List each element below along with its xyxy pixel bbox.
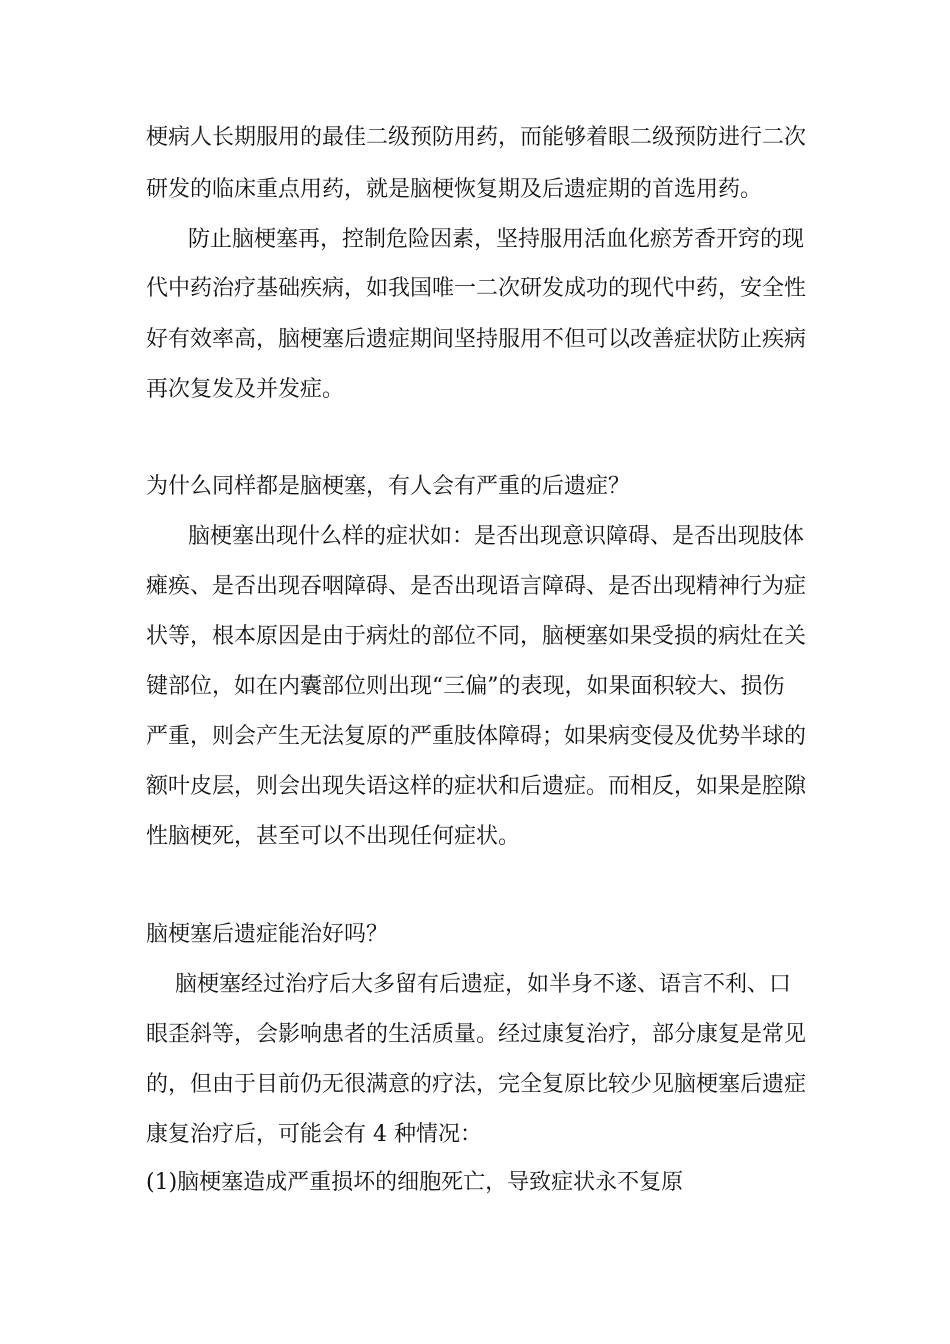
para4-line-2: 眼歪斜等，会影响患者的生活质量。经过康复治疗，部分康复是常见 — [146, 1022, 807, 1047]
para1-line-2: 研发的临床重点用药，就是脑梗恢复期及后遗症期的首选用药。 — [146, 177, 763, 202]
para2-line-2: 代中药治疗基础疾病，如我国唯一二次研发成功的现代中药，安全性 — [146, 276, 807, 301]
para4-line-1: 脑梗塞经过治疗后大多留有后遗症，如半身不遂、语言不利、口 — [175, 972, 792, 997]
list-item-1: (1)脑梗塞造成严重损坏的细胞死亡，导致症状永不复原 — [146, 1170, 684, 1195]
para4-line-3: 的，但由于目前仍无很满意的疗法，完全复原比较少见脑梗塞后遗症 — [146, 1072, 807, 1097]
para3-line-6: 额叶皮层，则会出现失语这样的症状和后遗症。而相反，如果是腔隙 — [146, 774, 807, 799]
para2-line-3: 好有效率高，脑梗塞后遗症期间坚持服用不但可以改善症状防止疾病 — [146, 327, 807, 352]
para2-line-1: 防止脑梗塞再，控制危险因素，坚持服用活血化瘀芳香开窍的现 — [188, 227, 805, 252]
para3-line-2: 瘫痪、是否出现吞咽障碍、是否出现语言障碍、是否出现精神行为症 — [146, 574, 807, 599]
para3-line-7: 性脑梗死，甚至可以不出现任何症状。 — [146, 824, 521, 849]
para3-line-1: 脑梗塞出现什么样的症状如：是否出现意识障碍、是否出现肢体 — [188, 524, 805, 549]
para3-line-3: 状等，根本原因是由于病灶的部位不同，脑梗塞如果受损的病灶在关 — [146, 624, 807, 649]
para2-line-4: 再次复发及并发症。 — [146, 377, 345, 402]
section-heading-1: 为什么同样都是脑梗塞，有人会有严重的后遗症？ — [146, 474, 631, 499]
section-heading-2: 脑梗塞后遗症能治好吗？ — [146, 922, 389, 947]
para1-line-1: 梗病人长期服用的最佳二级预防用药，而能够着眼二级预防进行二次 — [146, 125, 807, 150]
para4-line-4: 康复治疗后，可能会有 4 种情况： — [146, 1122, 482, 1147]
para3-line-4: 键部位，如在内囊部位则出现“三偏”的表现，如果面积较大、损伤 — [146, 674, 785, 699]
para3-line-5: 严重，则会产生无法复原的严重肢体障碍；如果病变侵及优势半球的 — [146, 724, 807, 749]
